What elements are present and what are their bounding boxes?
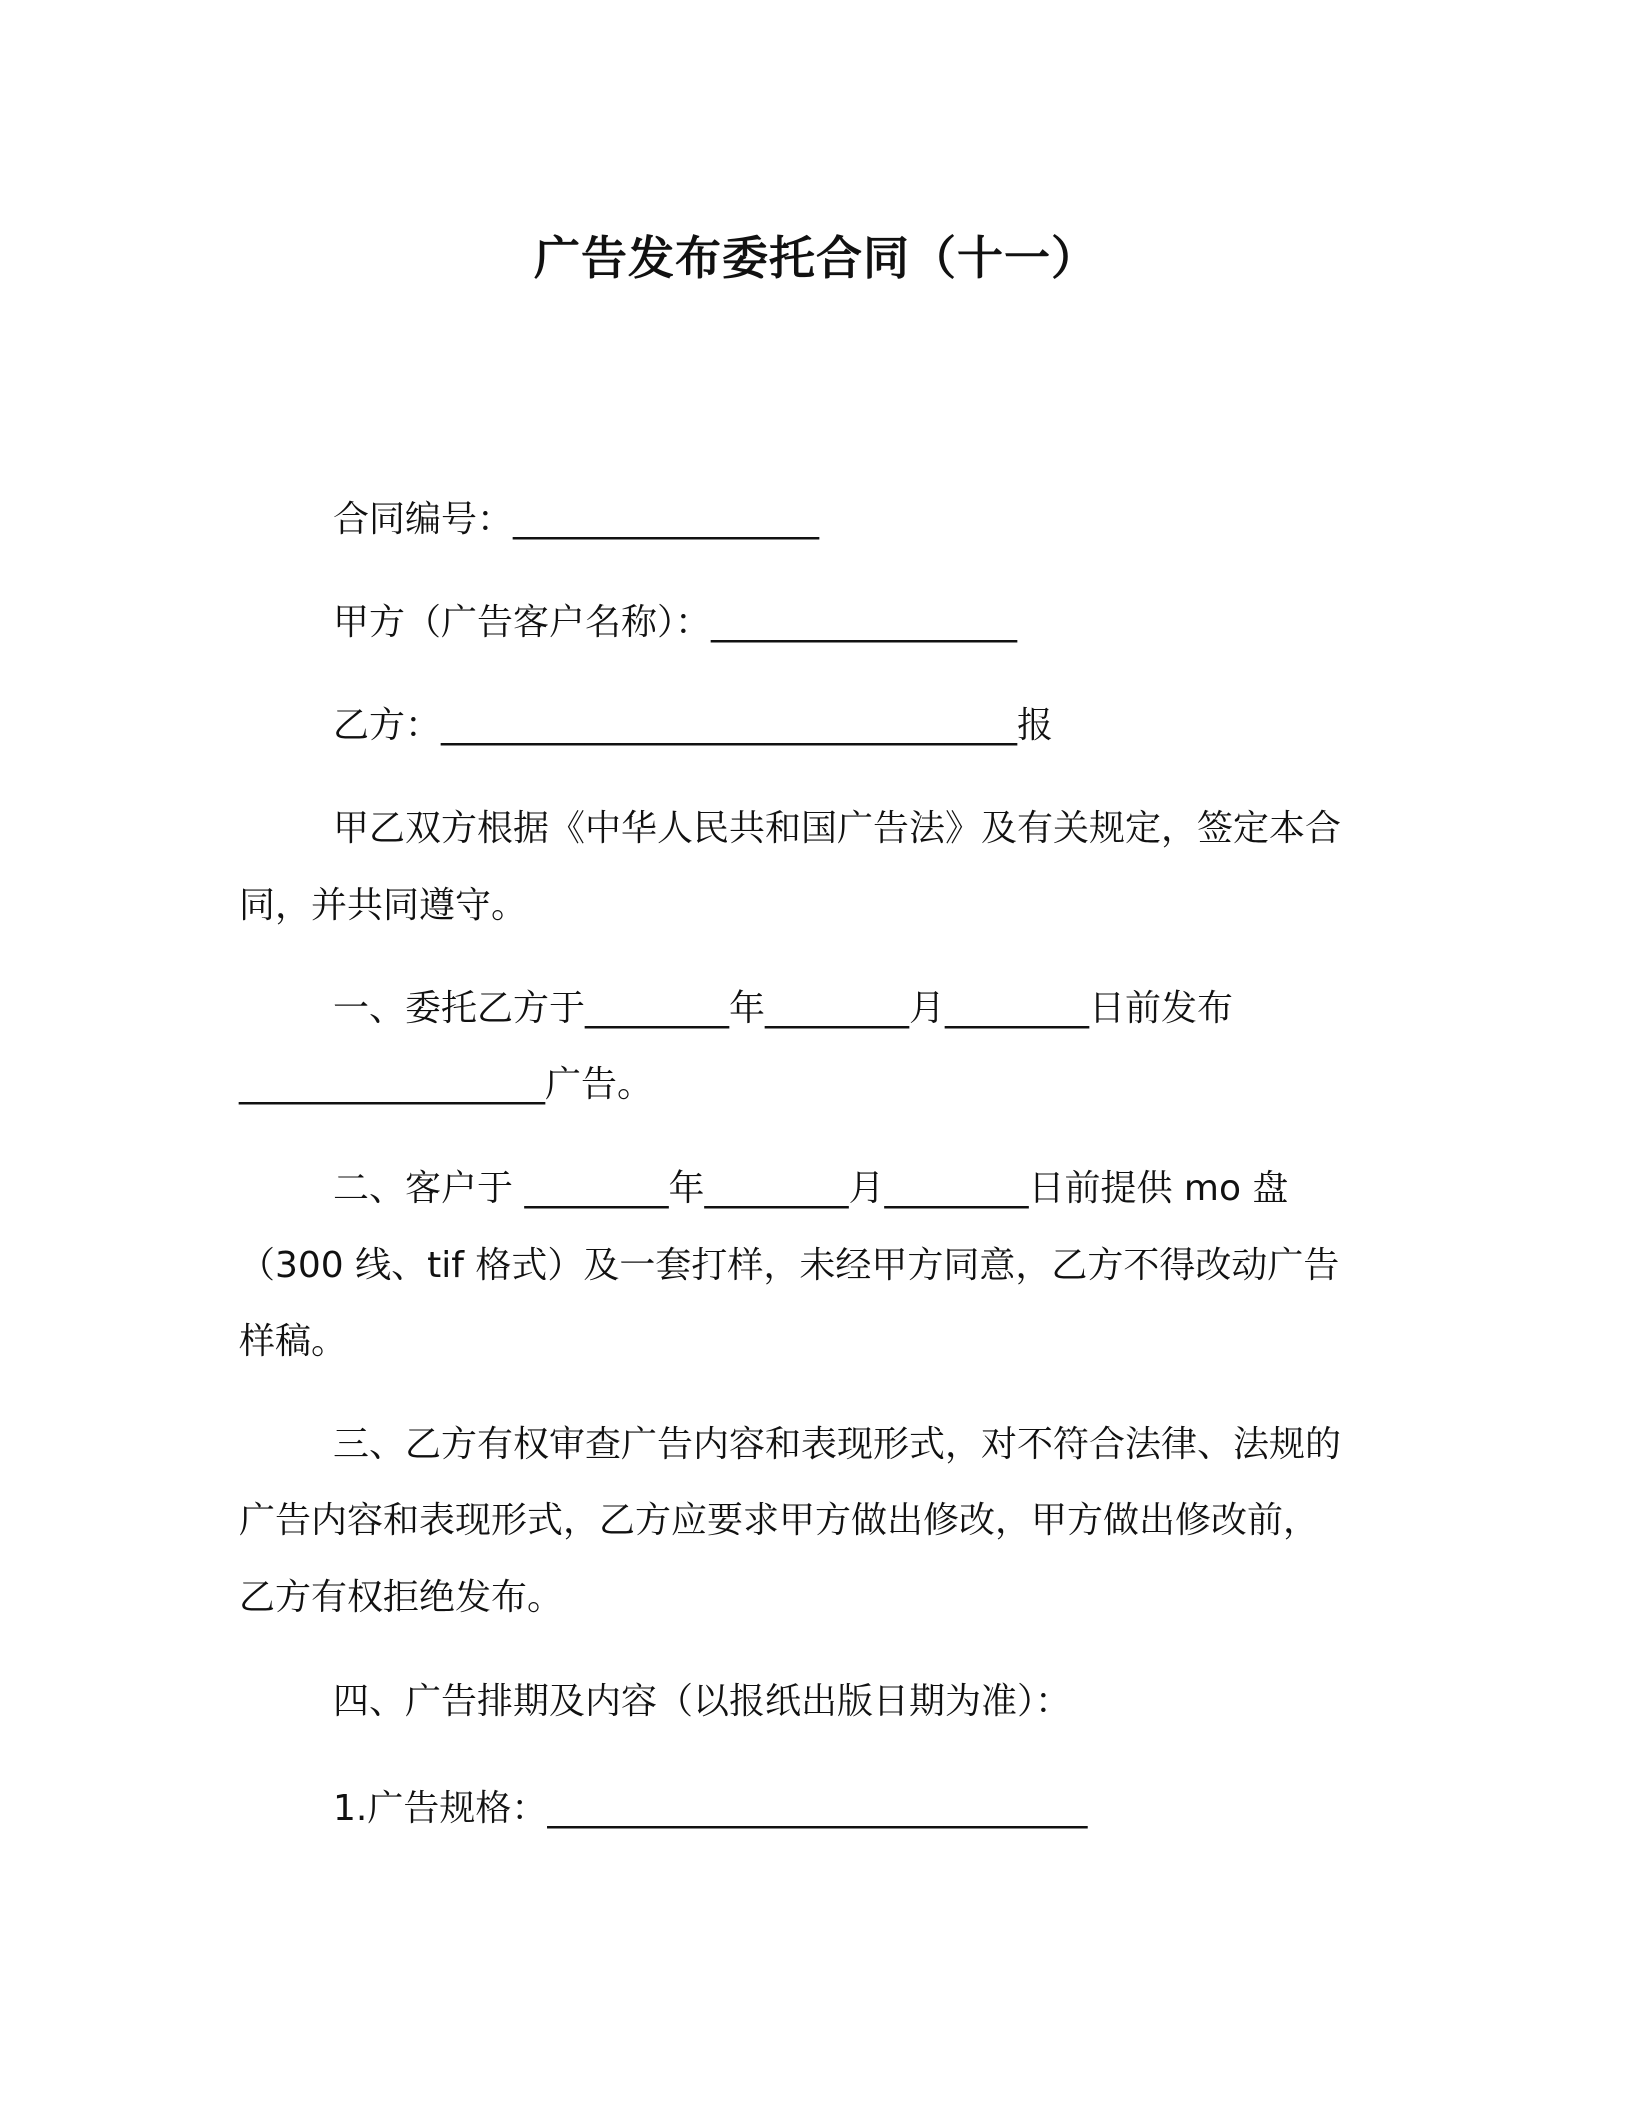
preamble-line-1: 甲乙双方根据《中华人民共和国广告法》及有关规定，签定本合 bbox=[333, 808, 1342, 849]
clause-2-line-3: 样稿。 bbox=[239, 1321, 348, 1362]
clause-4-heading: 四、广告排期及内容（以报纸出版日期为准）： bbox=[333, 1681, 1072, 1722]
clause-3-line-2: 广告内容和表现形式，乙方应要求甲方做出修改，甲方做出修改前， bbox=[239, 1500, 1320, 1541]
document-title: 广告发布委托合同（十一） bbox=[534, 231, 1098, 285]
clause-3-line-3: 乙方有权拒绝发布。 bbox=[239, 1577, 564, 1618]
contract-number-field: 合同编号：_________________ bbox=[333, 499, 820, 540]
clause-2-line-1: 二、客户于 ________年________月________日前提供 mo 盘 bbox=[333, 1168, 1289, 1209]
clause-4-item-1: 1.广告规格：______________________________ bbox=[333, 1788, 1088, 1829]
clause-1-line-1: 一、委托乙方于________年________月________日前发布 bbox=[333, 988, 1234, 1029]
clause-1-line-2: _________________广告。 bbox=[239, 1064, 654, 1105]
party-a-field: 甲方（广告客户名称）：_________________ bbox=[333, 602, 1018, 643]
clause-2-line-2: （300 线、tif 格式）及一套打样，未经甲方同意，乙方不得改动广告 bbox=[239, 1245, 1340, 1286]
party-b-field: 乙方：________________________________报 bbox=[333, 705, 1054, 746]
preamble-line-2: 同，并共同遵守。 bbox=[239, 885, 528, 926]
clause-3-line-1: 三、乙方有权审查广告内容和表现形式，对不符合法律、法规的 bbox=[333, 1424, 1342, 1465]
